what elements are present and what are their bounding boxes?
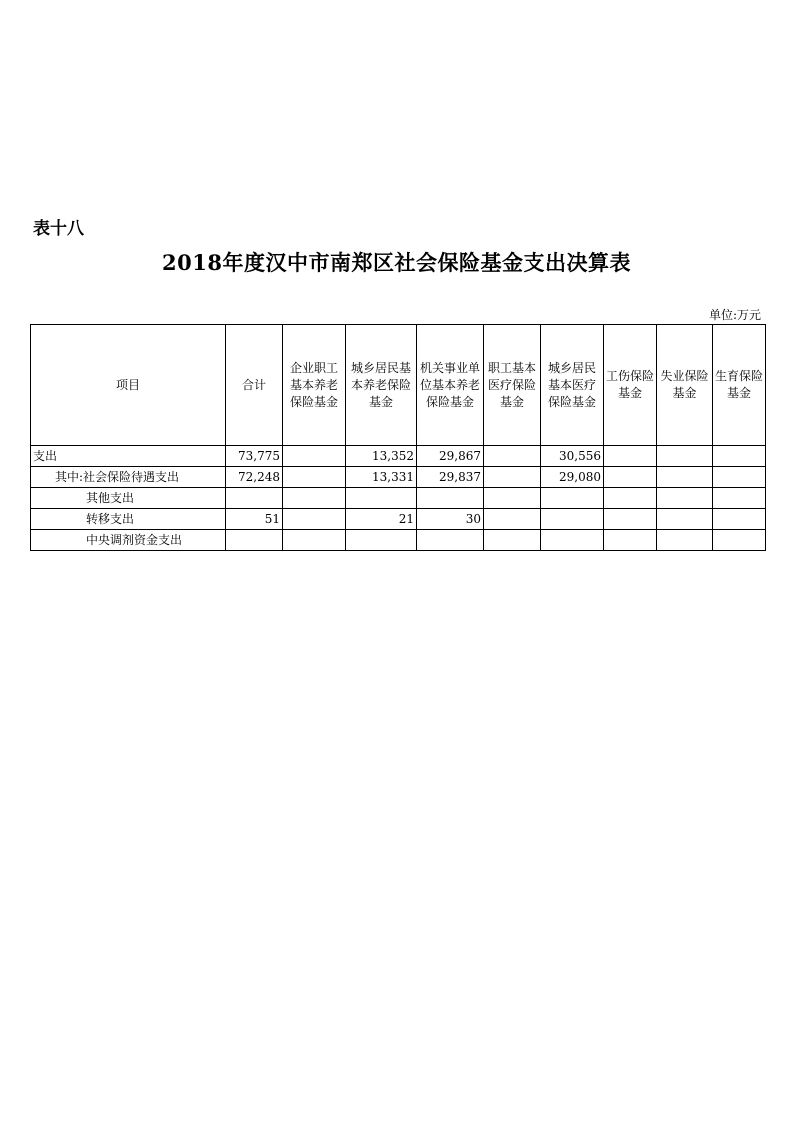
expenditure-table: [30, 324, 766, 551]
value-cell: [541, 530, 604, 551]
value-cell: [484, 446, 541, 467]
value-cell: [657, 509, 713, 530]
value-cell: 13,352: [346, 446, 417, 467]
value-cell: [541, 509, 604, 530]
row-label: 支出: [31, 446, 226, 467]
value-cell: [657, 446, 713, 467]
header-row: [31, 325, 766, 446]
value-cell: 72,248: [226, 467, 283, 488]
value-cell: [713, 530, 766, 551]
value-cell: 13,331: [346, 467, 417, 488]
row-label: 其中:社会保险待遇支出: [31, 467, 226, 488]
value-cell: [283, 530, 346, 551]
header-cell: 项目: [31, 325, 226, 446]
header-cell: 失业保险基金: [657, 325, 713, 446]
header-cell: 职工基本医疗保险基金: [484, 325, 541, 446]
value-cell: 51: [226, 509, 283, 530]
row-label: 转移支出: [31, 509, 226, 530]
header-cell: 工伤保险基金: [604, 325, 657, 446]
header-cell: 生育保险基金: [713, 325, 766, 446]
header-cell: 合计: [226, 325, 283, 446]
unit-label: 单位:万元: [708, 308, 761, 322]
value-cell: [283, 467, 346, 488]
table-row: [31, 509, 766, 530]
value-cell: 21: [346, 509, 417, 530]
value-cell: [283, 509, 346, 530]
value-cell: 30: [417, 509, 484, 530]
row-label: 其他支出: [31, 488, 226, 509]
value-cell: [283, 446, 346, 467]
value-cell: [657, 530, 713, 551]
value-cell: [484, 530, 541, 551]
value-cell: [713, 467, 766, 488]
value-cell: [226, 488, 283, 509]
value-cell: [417, 530, 484, 551]
value-cell: 73,775: [226, 446, 283, 467]
value-cell: [484, 467, 541, 488]
value-cell: [417, 488, 484, 509]
value-cell: [346, 530, 417, 551]
value-cell: [604, 509, 657, 530]
value-cell: [484, 488, 541, 509]
header-cell: 城乡居民基本医疗保险基金: [541, 325, 604, 446]
value-cell: 29,080: [541, 467, 604, 488]
value-cell: [657, 488, 713, 509]
table-row: [31, 467, 766, 488]
value-cell: [541, 488, 604, 509]
value-cell: [657, 467, 713, 488]
header-cell: 城乡居民基本养老保险基金: [346, 325, 417, 446]
table-row: [31, 530, 766, 551]
table-number-label: 表十八: [33, 219, 84, 239]
table-row: [31, 446, 766, 467]
value-cell: [283, 488, 346, 509]
value-cell: [484, 509, 541, 530]
value-cell: 29,867: [417, 446, 484, 467]
page-title: 2018年度汉中市南郑区社会保险基金支出决算表: [162, 250, 631, 275]
row-label: 中央调剂资金支出: [31, 530, 226, 551]
value-cell: [713, 488, 766, 509]
header-cell: 企业职工基本养老保险基金: [283, 325, 346, 446]
value-cell: [713, 446, 766, 467]
table-row: [31, 488, 766, 509]
value-cell: [604, 488, 657, 509]
value-cell: [604, 530, 657, 551]
value-cell: 30,556: [541, 446, 604, 467]
value-cell: [604, 446, 657, 467]
value-cell: [713, 509, 766, 530]
header-cell: 机关事业单位基本养老保险基金: [417, 325, 484, 446]
value-cell: [604, 467, 657, 488]
value-cell: [346, 488, 417, 509]
value-cell: 29,837: [417, 467, 484, 488]
value-cell: [226, 530, 283, 551]
